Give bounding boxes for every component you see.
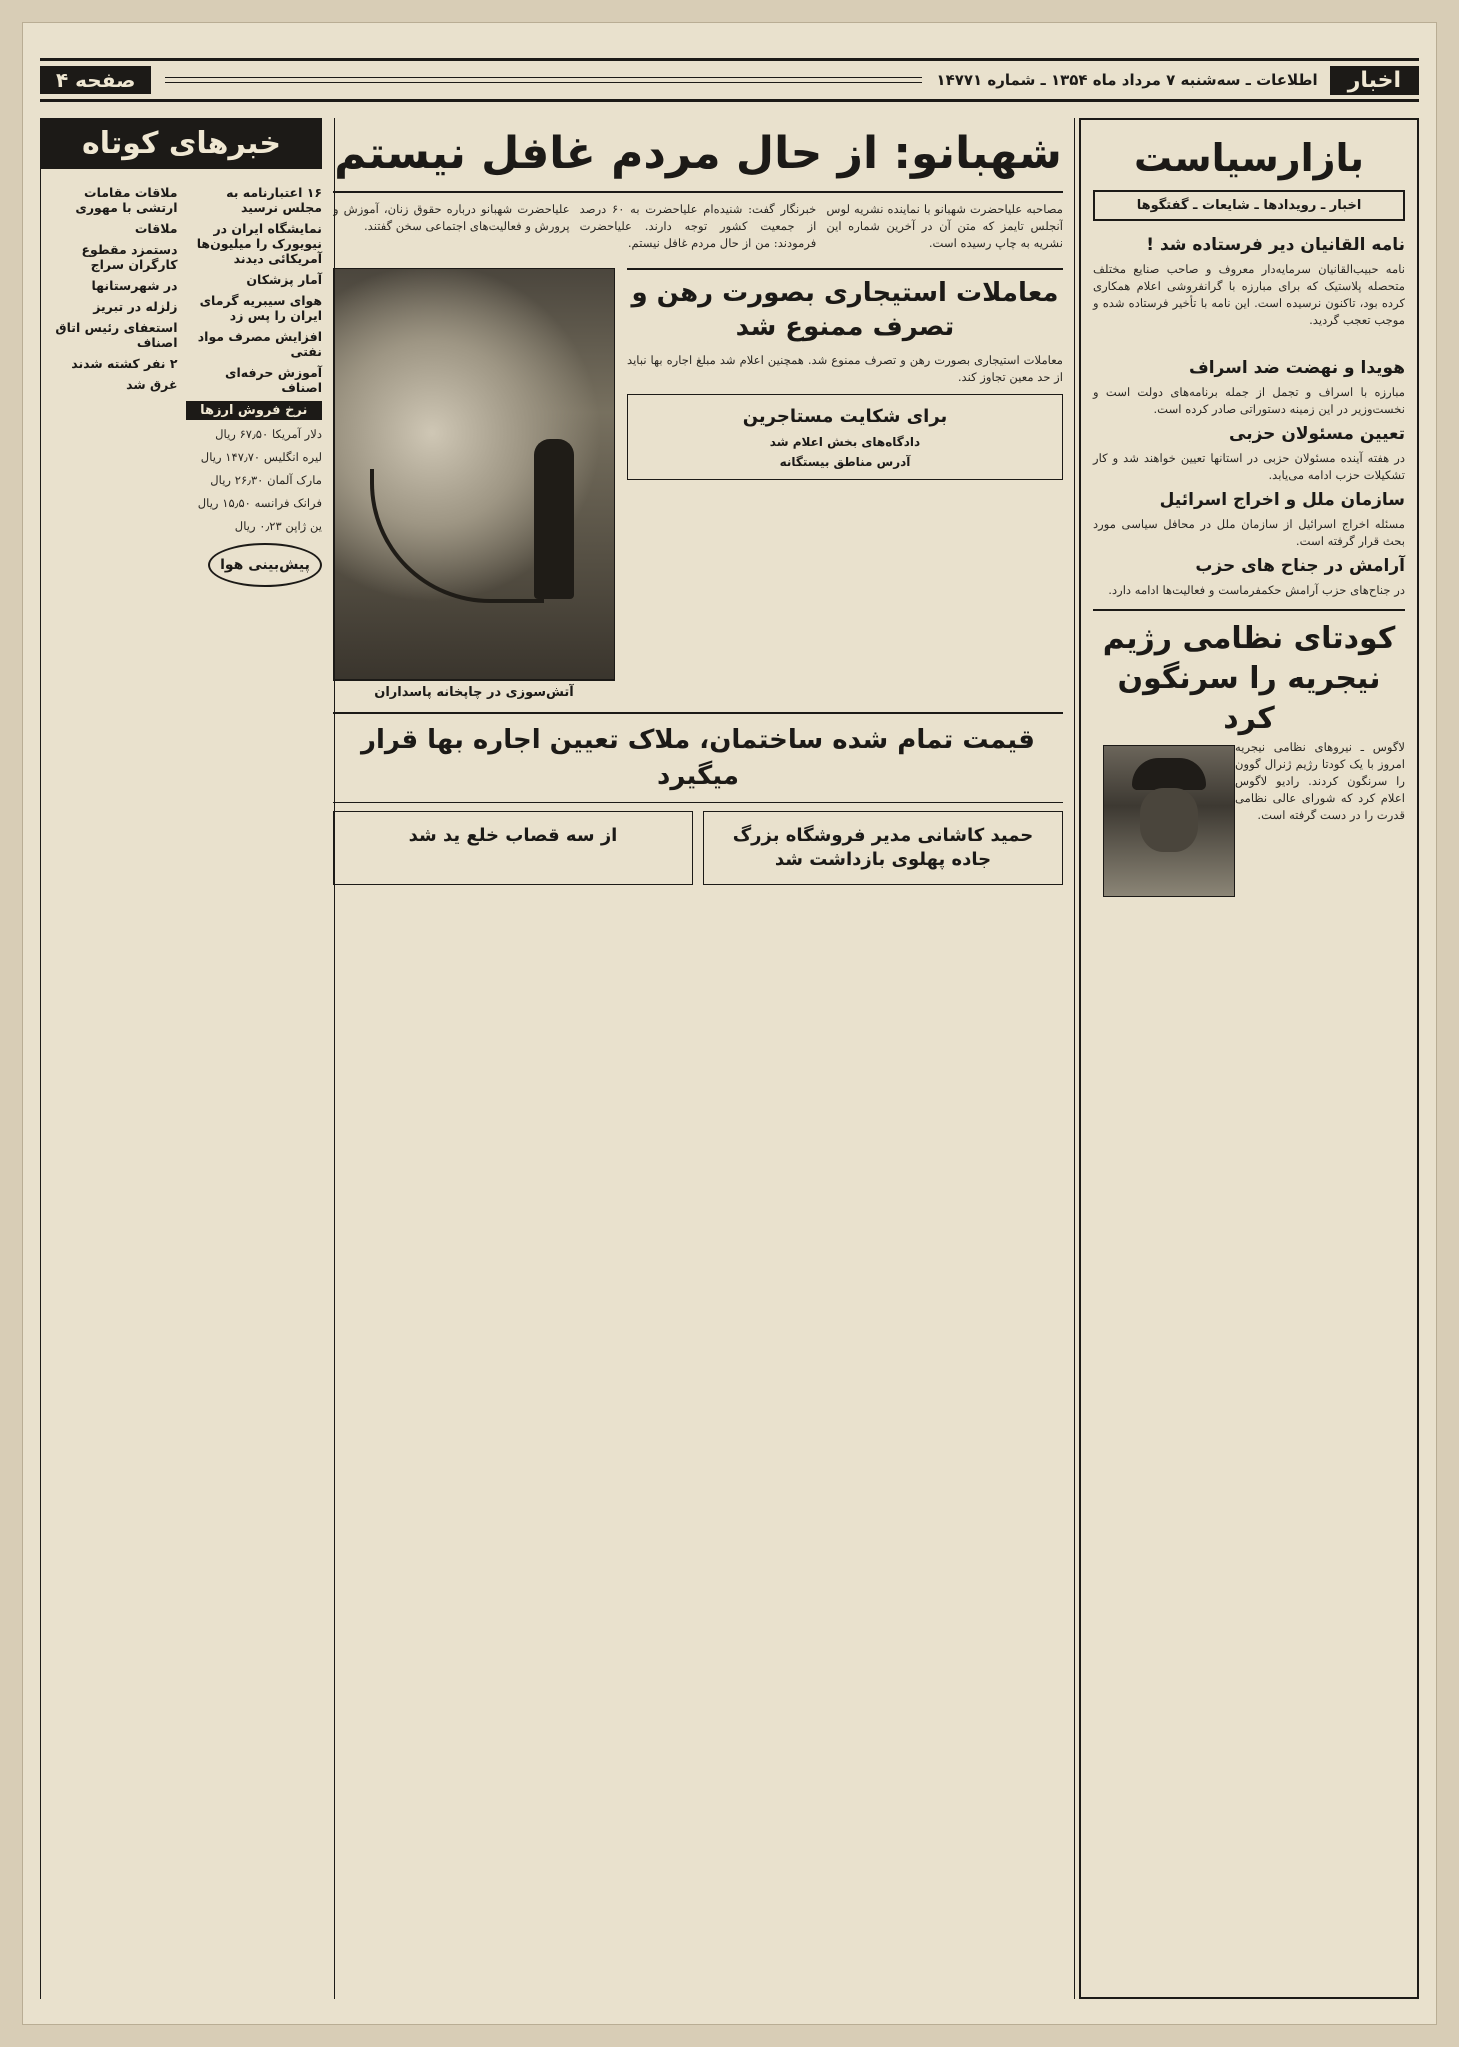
news-item-heading: افزایش مصرف مواد نفتی: [197, 329, 322, 359]
filler-text: [1093, 335, 1405, 352]
news-item-heading: زلزله در تبریز: [93, 299, 178, 314]
main-article-paragraph: خبرنگار گفت: شنیده‌ام علیاحضرت به ۶۰ درصد از جمعیت کشور توجه دارند. علیاحضرت فرمودند: من از حال مردم غافل نیستم.: [579, 202, 817, 250]
news-item-heading: در شهرستانها: [91, 278, 178, 293]
news-item-heading: آمار پزشکان: [246, 272, 322, 287]
main-headline: شهبانو: از حال مردم غافل نیستم: [334, 128, 1062, 179]
rent-body: معاملات استیجاری بصورت رهن و تصرف ممنوع شد. همچنین اعلام شد مبلغ اجاره بها نباید از حد معین تجاوز کند.: [627, 353, 1063, 384]
complaint-subhead: دادگاه‌های بخش اعلام شد: [769, 435, 921, 449]
politics-column-subtitle: اخبار ـ رویدادها ـ شایعات ـ گفتگوها: [1093, 190, 1405, 221]
politics-column: [1079, 118, 1419, 1999]
news-item-heading: ۱۶ اعتبارنامه به مجلس نرسید: [226, 185, 322, 215]
currency-rate: ین ژاپن ۰٫۲۳ ریال: [234, 519, 322, 533]
masthead: [40, 58, 1419, 102]
currency-rate: فرانک فرانسه ۱۵٫۵۰ ریال: [197, 496, 322, 510]
article-body: نامه حبیب‌القانیان سرمایه‌دار معروف و صاحب صنایع مختلف متحصله پلاستیک که برای مبارزه با گرانفروشی اعلام همکاری کرده بود، تاکنون نرسیده است. این نامه با تأخیر فرستاده شده و موجب تعجب گردید.: [1093, 262, 1405, 327]
short-news-col-left: [41, 179, 178, 587]
column-divider: [1074, 118, 1075, 1999]
rent-headline: معاملات استیجاری بصورت رهن و تصرف ممنوع شد: [631, 278, 1059, 342]
fireman-figure: [534, 439, 574, 599]
military-cap: [1132, 758, 1206, 790]
kashani-article: [703, 811, 1063, 885]
complaint-headline: برای شکایت مستاجرین: [742, 406, 948, 427]
news-item-heading: نمایشگاه ایران در نیویورک را میلیون‌ها آمریکائی دیدند: [196, 221, 322, 266]
masthead-rule: [165, 77, 922, 83]
column-divider: [334, 118, 335, 1999]
main-headline-block: [333, 118, 1063, 193]
news-item-heading: ملاقات: [134, 221, 178, 236]
weather-logo: پیش‌بینی هوا: [208, 543, 322, 587]
butchers-article: [333, 811, 693, 885]
coup-article: [1093, 609, 1405, 824]
currency-rates: [186, 426, 323, 535]
news-item-heading: هوای سیبریه گرمای ایران را پس زد: [199, 293, 322, 323]
short-news-header: خبرهای کوتاه: [41, 118, 322, 169]
news-item-heading: ملاقات مقامات ارتشی با مهوری: [75, 185, 178, 215]
fire-hose: [370, 469, 544, 603]
face: [1140, 788, 1198, 852]
article-heading: هویدا و نهضت ضد اسراف: [1188, 358, 1405, 378]
article-heading: نامه القانیان دیر فرستاده شد !: [1146, 235, 1405, 255]
rent-and-photo-row: [333, 268, 1063, 704]
newspaper-page: [22, 22, 1437, 2025]
fire-photo-caption: آتش‌سوزی در چاپخانه پاسداران: [333, 680, 615, 704]
fire-photo-block: [333, 268, 615, 704]
article-heading: آرامش در جناح های حزب: [1195, 556, 1405, 576]
center-section: [333, 118, 1063, 1999]
portrait-photo: [1103, 745, 1235, 897]
short-news-column: [40, 118, 330, 1999]
article-body: مسئله اخراج اسرائیل از سازمان ملل در محافل سیاسی مورد بحث قرار گرفته است.: [1093, 517, 1405, 548]
currency-rates-header: نرخ فروش ارزها: [186, 401, 323, 420]
politics-column-title: بازارسیاست: [1133, 136, 1365, 180]
issue-line: اطلاعات ـ سه‌شنبه ۷ مرداد ماه ۱۳۵۴ ـ شماره ۱۴۷۷۱: [936, 71, 1318, 89]
short-news-col-right: [186, 179, 323, 587]
page-number: صفحه ۴: [40, 66, 151, 94]
currency-rate: لیره انگلیس ۱۴۷٫۷۰ ریال: [200, 450, 322, 464]
price-headline: قیمت تمام شده ساختمان، ملاک تعیین اجاره بها قرار میگیرد: [361, 725, 1035, 791]
section-name: اخبار: [1330, 66, 1419, 95]
news-item-heading: ۲ نفر کشته شدند: [71, 356, 178, 371]
price-headline-block: [333, 712, 1063, 803]
main-article-paragraph: مصاحبه علیاحضرت شهبانو با نماینده نشریه لوس آنجلس تایمز که متن آن در آخرین شماره این نشریه به چاپ رسیده است.: [826, 202, 1063, 250]
news-item-heading: غرق شد: [126, 377, 178, 392]
complaint-subhead-2: آدرس مناطق بیستگانه: [779, 455, 911, 469]
coup-body: لاگوس ـ نیروهای نظامی نیجریه امروز با یک کودتا رژیم ژنرال گوون را سرنگون کردند. رادیو لاگوس اعلام کرد که شورای عالی نظامی قدرت را در دست گرفته است.: [1235, 740, 1405, 822]
rent-headline-block: [627, 268, 1063, 344]
article-body: در جناح‌های حزب آرامش حکمفرماست و فعالیت‌ها ادامه دارد.: [1108, 583, 1405, 597]
news-item-heading: استعفای رئیس اتاق اصناف: [55, 320, 178, 350]
main-article-columns: [333, 201, 1063, 258]
lower-center-row: [333, 811, 1063, 885]
butchers-headline: از سه قصاب خلع ید شد: [408, 825, 618, 846]
complaint-box: [627, 394, 1063, 480]
news-item-heading: دستمزد مقطوع کارگران سراج: [81, 242, 178, 272]
coup-headline: کودتای نظامی رژیم نیجریه را سرنگون کرد: [1102, 621, 1396, 736]
article-heading: سازمان ملل و اخراج اسرائیل: [1159, 490, 1405, 510]
fire-photo: [333, 268, 615, 680]
article-heading: تعیین مسئولان حزبی: [1229, 424, 1405, 444]
kashani-headline: حمید کاشانی مدیر فروشگاه بزرگ جاده پهلوی بازداشت شد: [732, 825, 1034, 870]
article-body: در هفته آینده مسئولان حزبی در استانها تعیین خواهند شد و کار تشکیلات حزب ادامه می‌یابد.: [1093, 451, 1405, 482]
main-article-paragraph: علیاحضرت شهبانو درباره حقوق زنان، آموزش و پرورش و فعالیت‌های اجتماعی سخن گفتند.: [333, 202, 570, 233]
currency-rate: دلار آمریکا ۶۷٫۵۰ ریال: [215, 427, 322, 441]
currency-rate: مارک آلمان ۲۶٫۳۰ ریال: [210, 473, 322, 487]
article-body: مبارزه با اسراف و تجمل از جمله برنامه‌های دولت است و نخست‌وزیر در این زمینه دستوراتی صادر کرده است.: [1093, 385, 1405, 416]
short-news-columns: [41, 179, 322, 587]
rent-article: [627, 268, 1063, 704]
news-item-heading: آموزش حرفه‌ای اصناف: [225, 365, 322, 395]
